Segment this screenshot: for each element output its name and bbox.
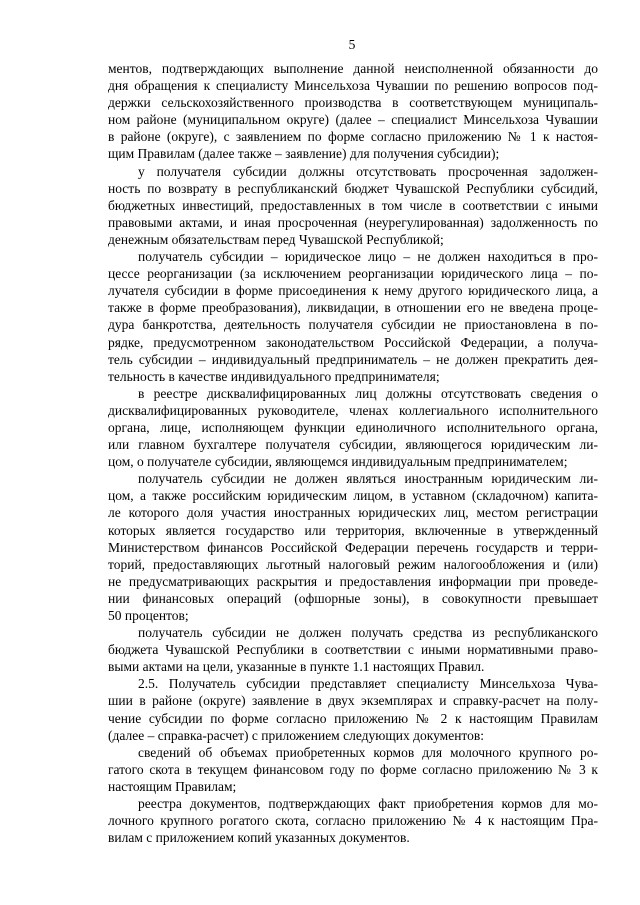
text-line: бюджета Чувашской Республики в соответствии с иными нормативными право- <box>108 642 598 658</box>
text-line: нии финансовых операций (офшорные зоны), в совокупности превышает <box>108 590 598 606</box>
document-body <box>108 60 598 846</box>
text-line: ле которого доля участия иностранных юридических лиц, местом регистрации <box>108 505 598 521</box>
text-line: рядке, предусмотренном законодательством Российской Федерации, а получа- <box>108 334 598 350</box>
text-line: Министерством финансов Российской Федерации перечень государств и терри- <box>108 539 598 555</box>
text-line: сведений об объемах приобретенных кормов для молочного крупного ро- <box>138 744 598 760</box>
text-line: дня обращения к специалисту Минсельхоза Чувашии по решению вопросов под- <box>108 78 598 94</box>
text-line: ном районе (муниципальном округе) (далее – специалист Минсельхоза Чувашии <box>108 112 598 128</box>
paragraph <box>108 385 598 470</box>
text-line: дисквалифицированных руководителе, членах коллегиального исполнительного <box>108 402 598 418</box>
text-line: лучателя субсидии в форме присоединения к нему другого юридического лица, а <box>108 283 598 299</box>
text-line: лочного крупного рогатого скота, согласно приложению № 4 к настоящим Пра- <box>108 813 598 829</box>
text-line: 2.5. Получатель субсидии представляет специалисту Минсельхоза Чува- <box>138 676 598 692</box>
text-line: шии в районе (округе) заявление в двух экземплярах и справку-расчет на полу- <box>108 693 598 709</box>
text-line: щим Правилам (далее также – заявление) для получения субсидии); <box>108 146 500 162</box>
text-line: (далее – справка-расчет) с приложением следующих документов: <box>108 727 485 743</box>
text-line: чение субсидии по форме согласно приложению № 2 к настоящим Правилам <box>108 710 598 726</box>
paragraph <box>108 60 598 163</box>
text-line: правовыми актами, и иная просроченная (неурегулированная) задолженность по <box>108 214 598 230</box>
text-line: держки сельскохозяйственного производства в соответствующем муниципаль- <box>108 95 598 111</box>
text-line: у получателя субсидии должны отсутствовать просроченная задолжен- <box>138 163 598 179</box>
paragraph <box>108 795 598 846</box>
text-line: тельность в качестве индивидуального предпринимателя; <box>108 368 440 384</box>
text-line: получатель субсидии не должен получать средства из республиканского <box>138 625 598 641</box>
paragraph <box>108 624 598 675</box>
text-line: в районе (округе), с заявлением по форме согласно приложению № 1 к настоя- <box>108 129 598 145</box>
text-line: ность по возврату в республиканский бюджет Чувашской Республики субсидий, <box>108 180 598 196</box>
text-line: 50 процентов; <box>108 608 189 623</box>
paragraph <box>108 675 598 743</box>
paragraph <box>108 470 598 624</box>
text-line: тель субсидии – индивидуальный предприниматель – не должен прекратить дея- <box>108 351 598 367</box>
text-line: ментов, подтверждающих выполнение данной неисполненной обязанности до <box>108 61 598 76</box>
text-line: торий, предоставляющих льготный налоговый режим налогообложения и (или) <box>108 556 598 572</box>
text-line: в реестре дисквалифицированных лиц должны отсутствовать сведения о <box>138 385 598 401</box>
text-line: цом, а также российским юридическим лицом, в уставном (складочном) капита- <box>108 488 598 504</box>
text-line: также в форме преобразования), ликвидации, в отношении его не введена проце- <box>108 300 598 316</box>
text-line: реестра документов, подтверждающих факт приобретения кормов для мо- <box>138 796 598 812</box>
text-line: выми актами на цели, указанные в пункте 1.1 настоящих Правил. <box>108 659 485 675</box>
paragraph <box>108 248 598 385</box>
text-line: или главном бухгалтере получателя субсидии, являющегося юридическим ли- <box>108 437 598 453</box>
text-line: гатого скота в текущем финансовом году по форме согласно приложению № 3 к <box>108 761 598 777</box>
text-line: получатель субсидии не должен являться иностранным юридическим ли- <box>138 471 598 487</box>
text-line: цессе реорганизации (за исключением реорганизации юридического лица – по- <box>108 266 598 282</box>
text-line: денежным обязательствам перед Чувашской Республикой; <box>108 231 444 247</box>
text-line: дура банкротства, деятельность получателя субсидии не приостановлена в по- <box>108 317 598 333</box>
text-line: получатель субсидии – юридическое лицо – не должен находиться в про- <box>138 249 598 265</box>
text-line: бюджетных инвестиций, предоставленных в том числе в соответствии с иными <box>108 197 598 213</box>
paragraph <box>108 744 598 795</box>
text-line: которых является государство или территория, включенные в утвержденный <box>108 522 598 538</box>
text-line: не предусматривающих раскрытия и предоставления информации при проведе- <box>108 573 598 589</box>
paragraph <box>108 163 598 248</box>
page-number: 5 <box>348 37 356 52</box>
text-line: вилам с приложением копий указанных документов. <box>108 830 410 846</box>
text-line: цом, о получателе субсидии, являющемся индивидуальным предпринимателем; <box>108 454 568 470</box>
text-line: органа, лице, исполняющем функции единоличного исполнительного органа, <box>108 419 598 435</box>
text-line: настоящим Правилам; <box>108 778 237 794</box>
